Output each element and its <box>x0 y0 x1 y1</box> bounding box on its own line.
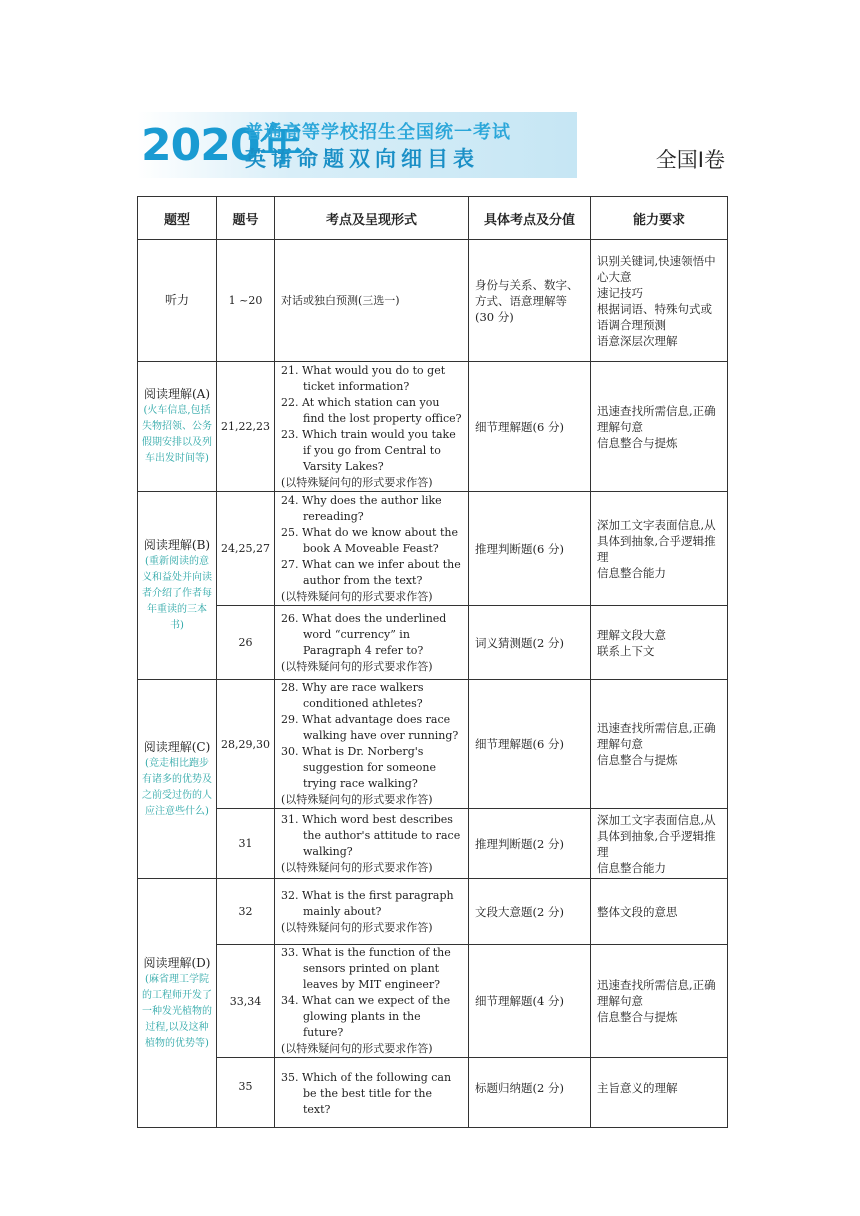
banner-year: 2020年 <box>141 120 303 171</box>
ability-cell <box>591 492 728 606</box>
spec-cell: 细节理解题(6 分) <box>469 680 591 809</box>
answer-format-note: (以特殊疑问句的形式要求作答) <box>281 589 433 603</box>
type-label: 阅读理解(B) <box>143 538 211 552</box>
type-cell <box>138 492 217 680</box>
points-cell <box>275 809 469 879</box>
ability-cell <box>591 240 728 362</box>
table-header-row <box>138 197 728 240</box>
table-row <box>138 492 728 606</box>
ability-cell <box>591 606 728 680</box>
ability-item: 深加工文字表面信息,从具体到抽象,合乎逻辑推理 <box>597 517 716 564</box>
ability-item: 主旨意义的理解 <box>597 1081 678 1095</box>
ability-item: 深加工文字表面信息,从具体到抽象,合乎逻辑推理 <box>597 812 716 859</box>
exam-banner <box>137 112 727 178</box>
header-type: 题型 <box>138 197 217 240</box>
ability-item: 理解文段大意 <box>597 627 666 642</box>
type-cell <box>138 680 217 879</box>
spec-cell: 词义猜测题(2 分) <box>469 606 591 680</box>
table-row <box>138 680 728 809</box>
ability-item: 信息整合与提炼 <box>597 753 678 767</box>
type-note: (重新阅读的意义和益处并向读者介绍了作者每年重读的三本书) <box>142 556 212 631</box>
number-cell: 1 ~20 <box>217 240 275 362</box>
point-text: 对话或独白预测(三选一) <box>281 293 400 307</box>
spec-cell: 身份与关系、数字、方式、语意理解等(30 分) <box>469 240 591 362</box>
table-row <box>138 362 728 492</box>
spec-table-container <box>137 196 728 1116</box>
ability-cell <box>591 1058 728 1128</box>
answer-format-note: (以特殊疑问句的形式要求作答) <box>281 659 433 673</box>
points-cell <box>275 492 469 606</box>
type-label: 听力 <box>164 293 189 307</box>
table-row <box>138 945 728 1058</box>
header-spec: 具体考点及分值 <box>469 197 591 240</box>
spec-cell: 细节理解题(4 分) <box>469 945 591 1058</box>
spec-cell: 推理判断题(6 分) <box>469 492 591 606</box>
ability-item: 根据词语、特殊句式或语调合理预测 <box>597 301 712 332</box>
question-text: 22. At which station can you find the lost property office? <box>281 395 462 425</box>
question-text: 24. Why does the author like rereading? <box>281 493 442 523</box>
answer-format-note: (以特殊疑问句的形式要求作答) <box>281 860 433 874</box>
ability-item: 迅速查找所需信息,正确理解句意 <box>597 403 716 434</box>
points-cell <box>275 945 469 1058</box>
type-label: 阅读理解(D) <box>143 955 211 970</box>
ability-item: 迅速查找所需信息,正确理解句意 <box>597 978 716 1008</box>
ability-cell <box>591 680 728 809</box>
question-text: 35. Which of the following can be the best title for the text? <box>281 1071 452 1116</box>
question-text: 34. What can we expect of the glowing plants in the future? <box>281 994 451 1039</box>
ability-item: 信息整合与提炼 <box>597 435 678 450</box>
table-row <box>138 240 728 362</box>
type-cell <box>138 362 217 492</box>
points-cell <box>275 606 469 680</box>
header-points: 考点及呈现形式 <box>275 197 469 240</box>
ability-cell <box>591 945 728 1058</box>
type-label: 阅读理解(C) <box>143 739 211 754</box>
answer-format-note: (以特殊疑问句的形式要求作答) <box>281 475 433 489</box>
ability-cell <box>591 879 728 945</box>
header-number: 题号 <box>217 197 275 240</box>
banner-exam-title: 普通高等学校招生全国统一考试 <box>245 122 511 143</box>
spec-table <box>137 196 728 1128</box>
question-text: 28. Why are race walkers conditioned athletes? <box>281 681 424 710</box>
number-cell: 35 <box>217 1058 275 1128</box>
answer-format-note: (以特殊疑问句的形式要求作答) <box>281 793 433 806</box>
ability-cell <box>591 809 728 879</box>
number-cell: 26 <box>217 606 275 680</box>
points-cell <box>275 362 469 492</box>
type-cell <box>138 879 217 1128</box>
points-cell <box>275 680 469 809</box>
answer-format-note: (以特殊疑问句的形式要求作答) <box>281 1042 433 1055</box>
ability-item: 识别关键词,快速领悟中心大意 <box>597 253 716 284</box>
ability-item: 联系上下文 <box>597 643 655 658</box>
spec-cell: 文段大意题(2 分) <box>469 879 591 945</box>
ability-item: 信息整合能力 <box>597 860 666 875</box>
question-text: 21. What would you do to get ticket information? <box>281 363 446 393</box>
answer-format-note: (以特殊疑问句的形式要求作答) <box>281 920 433 934</box>
question-text: 30. What is Dr. Norberg's suggestion for someone trying race walking? <box>281 745 436 790</box>
question-text: 32. What is the first paragraph mainly about? <box>281 888 454 918</box>
banner-volume: 全国Ⅰ卷 <box>655 148 725 172</box>
type-cell <box>138 240 217 362</box>
number-cell: 24,25,27 <box>217 492 275 606</box>
banner-table-title: 英语命题双向细目表 <box>245 147 479 171</box>
ability-item: 速记技巧 <box>597 285 643 300</box>
ability-cell <box>591 362 728 492</box>
type-note: (竞走相比跑步有诸多的优势及之前受过伤的人应注意些什么) <box>142 757 212 817</box>
points-cell <box>275 1058 469 1128</box>
header-ability: 能力要求 <box>591 197 728 240</box>
question-text: 29. What advantage does race walking have over running? <box>281 713 459 742</box>
question-text: 27. What can we infer about the author from the text? <box>281 557 461 587</box>
question-text: 25. What do we know about the book A Moveable Feast? <box>281 525 458 555</box>
table-row <box>138 606 728 680</box>
question-text: 26. What does the underlined word “currency” in Paragraph 4 refer to? <box>281 611 447 657</box>
type-label: 阅读理解(A) <box>143 387 211 401</box>
spec-cell: 细节理解题(6 分) <box>469 362 591 492</box>
number-cell: 33,34 <box>217 945 275 1058</box>
table-row <box>138 809 728 879</box>
number-cell: 31 <box>217 809 275 879</box>
points-cell <box>275 240 469 362</box>
points-cell <box>275 879 469 945</box>
number-cell: 28,29,30 <box>217 680 275 809</box>
ability-item: 整体文段的意思 <box>597 904 678 919</box>
spec-cell: 标题归纳题(2 分) <box>469 1058 591 1128</box>
type-note: (麻省理工学院的工程师开发了一种发光植物的过程,以及这种植物的优势等) <box>142 973 212 1049</box>
ability-item: 迅速查找所需信息,正确理解句意 <box>597 721 716 751</box>
question-text: 31. Which word best describes the author's attitude to race walking? <box>281 812 461 858</box>
number-cell: 21,22,23 <box>217 362 275 492</box>
type-note: (火车信息,包括失物招领、公务假期安排以及列车出发时间等) <box>142 405 212 464</box>
question-text: 33. What is the function of the sensors printed on plant leaves by MIT engineer? <box>281 946 451 991</box>
ability-item: 信息整合与提炼 <box>597 1010 678 1024</box>
table-row <box>138 879 728 945</box>
spec-cell: 推理判断题(2 分) <box>469 809 591 879</box>
ability-item: 信息整合能力 <box>597 565 666 580</box>
number-cell: 32 <box>217 879 275 945</box>
table-row <box>138 1058 728 1128</box>
ability-item: 语意深层次理解 <box>597 333 678 348</box>
question-text: 23. Which train would you take if you go from Central to Varsity Lakes? <box>281 427 456 473</box>
